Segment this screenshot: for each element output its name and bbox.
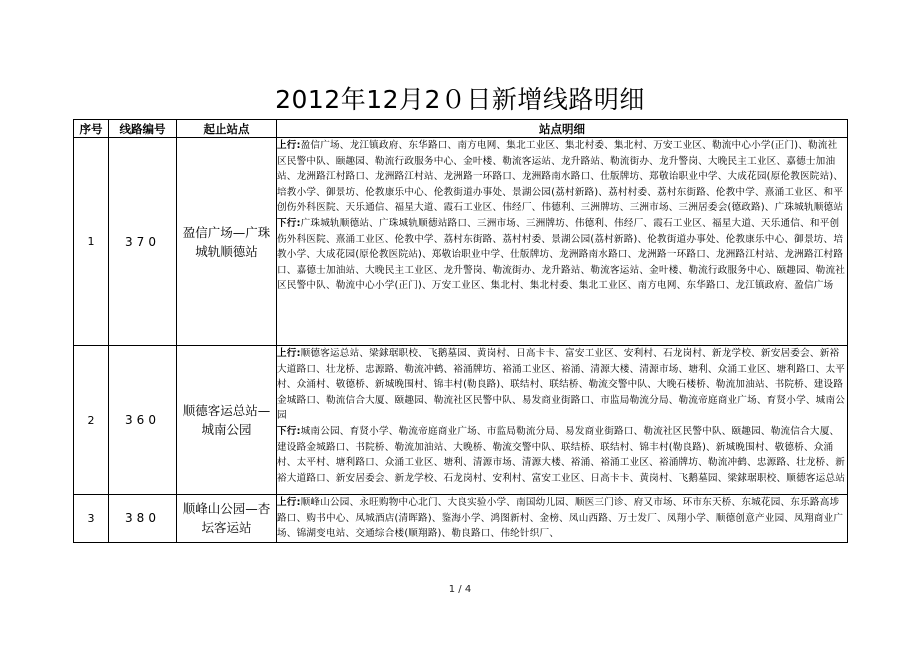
up-stops: 顺峰山公园、永旺购物中心北门、大良实验小学、南国幼儿园、顺医三门诊、府又市场、环市东天桥、东城花园、东乐路高埗路口、购书中心、凤城酒店(清晖路)、鉴海小学、鸿图新村、金榜、凤山西路、万士发厂、凤翔小学、顺德创意产业园、凤翔商业广场、锦湖变电站、交通综合楼(顺翔路)、勒良路口、伟纶针织厂、 bbox=[277, 497, 844, 540]
route-terminals: 盈信广场—广珠城轨顺德站 bbox=[177, 138, 277, 346]
stop-details bbox=[277, 495, 848, 543]
down-stops: 广珠城轨顺德站、广珠城轨顺德站路口、三洲市场、三洲牌坊、伟德利、伟经厂、霞石工业区、福星大道、天乐通信、和平创伤外科医院、熹涌工业区、伦教中学、荔村东街路、荔村村委、景湖公园(荔村新路)、伦教街道办事处、伦教康乐中心、御景坊、培教小学、大成花园(原伦教医院站)、郑敬诒职业中学、仕版牌坊、龙洲路南水路口、龙洲路一环路口、龙洲路江村站、龙洲路江村路口、嘉德士加油站、大晚民主工业区、龙升警岗、勒流街办、龙升路站、勒流客运站、金叶楼、勒流行政服务中心、颐趣园、勒流社区民警中队、勒流中心小学(正门)、万安工业区、集北村、集北村委、集北工业区、南方电网、东华路口、龙江镇政府、盈信广场 bbox=[277, 217, 846, 292]
stop-details bbox=[277, 346, 848, 495]
down-label: 下行: bbox=[277, 425, 301, 437]
row-no: 2 bbox=[74, 346, 109, 495]
document-title: 2012年12月2０日新增线路明细 bbox=[275, 85, 645, 114]
up-stops: 顺德客运总站、梁銶琚职校、飞鹅墓园、黄岗村、日高卡卡、富安工业区、安利村、石龙岗村、新龙学校、新安居委会、新裕大道路口、壮龙桥、忠源路、勒流冲鹤、裕涌牌坊、裕涌工业区、裕涌、清源大楼、清源市场、塘利、众涌工业区、塘利路口、太平村、众涌村、敬德桥、新城晚围村、锦丰村(勒良路)、联结村、联结桥、勒流交警中队、大晚石楼桥、勒流加油站、书院桥、建设路金城路口、勒流信合大厦、颐趣园、勒流社区民警中队、易发商业街路口、市监局勒流分局、勒流帝庭商业广场、育贤小学、城南公园 bbox=[277, 348, 846, 422]
down-direction bbox=[277, 216, 847, 294]
route-terminals: 顺峰山公园—杏坛客运站 bbox=[177, 495, 277, 543]
page-indicator: 1 / 4 bbox=[448, 584, 472, 595]
up-direction bbox=[277, 495, 847, 542]
up-direction bbox=[277, 346, 847, 424]
route-code: 370 bbox=[109, 138, 177, 346]
up-direction bbox=[277, 138, 847, 216]
table-row bbox=[74, 138, 848, 346]
header-route-code: 线路编号 bbox=[109, 120, 177, 138]
stop-details bbox=[277, 138, 848, 346]
row-no: 3 bbox=[74, 495, 109, 543]
up-label: 上行: bbox=[277, 497, 301, 508]
up-label: 上行: bbox=[277, 348, 301, 359]
header-terminals: 起止站点 bbox=[177, 120, 277, 138]
up-stops: 盈信广场、龙江镇政府、东华路口、南方电网、集北工业区、集北村委、集北村、万安工业区、勒流中心小学(正门)、勒流社区民警中队、颐趣园、勒流行政服务中心、金叶楼、勒流客运站、龙升路站、勒流街办、龙升警岗、大晚民主工业区、嘉德士加油站、龙洲路江村路口、龙洲路江村站、龙洲路一环路口、龙洲路南水路口、仕版牌坊、郑敬诒职业中学、大成花园(原伦教医院站)、培教小学、御景坊、伦教康乐中心、伦教街道办事处、景湖公园(荔村新路)、荔村村委、荔村东街路、伦教中学、熹涌工业区、和平创伤外科医院、天乐通信、福星大道、霞石工业区、伟经厂、伟德利、三洲牌坊、三洲市场、三洲居委会(德政路)、广珠城轨顺德站 bbox=[277, 140, 844, 214]
down-stops: 城南公园、育贤小学、勒流帝庭商业广场、市监局勒流分局、易发商业街路口、勒流社区民警中队、颐趣园、勒流信合大厦、建设路金城路口、书院桥、勒流加油站、大晚桥、勒流交警中队、联结桥、联结村、锦丰村(勒良路)、新城晚围村、敬德桥、众涌村、太平村、塘利路口、众涌工业区、塘利、清源市场、清源大楼、裕涌、裕涌工业区、裕涌牌坊、勒流冲鹤、忠源路、壮龙桥、新裕大道路口、新安居委会、新龙学校、石龙岗村、安利村、富安工业区、日高卡卡、黄岗村、飞鹅墓园、梁銶琚职校、顺德客运总站 bbox=[277, 425, 846, 484]
route-terminals: 顺德客运总站—城南公园 bbox=[177, 346, 277, 495]
down-direction bbox=[277, 424, 847, 486]
header-stops: 站点明细 bbox=[277, 120, 848, 138]
table-header-row bbox=[74, 120, 848, 138]
header-no: 序号 bbox=[74, 120, 109, 138]
route-table bbox=[73, 119, 848, 543]
table-row bbox=[74, 495, 848, 543]
table-row bbox=[74, 346, 848, 495]
row-no: 1 bbox=[74, 138, 109, 346]
down-label: 下行: bbox=[277, 217, 301, 229]
route-code: 360 bbox=[109, 346, 177, 495]
up-label: 上行: bbox=[277, 140, 301, 151]
route-code: 380 bbox=[109, 495, 177, 543]
